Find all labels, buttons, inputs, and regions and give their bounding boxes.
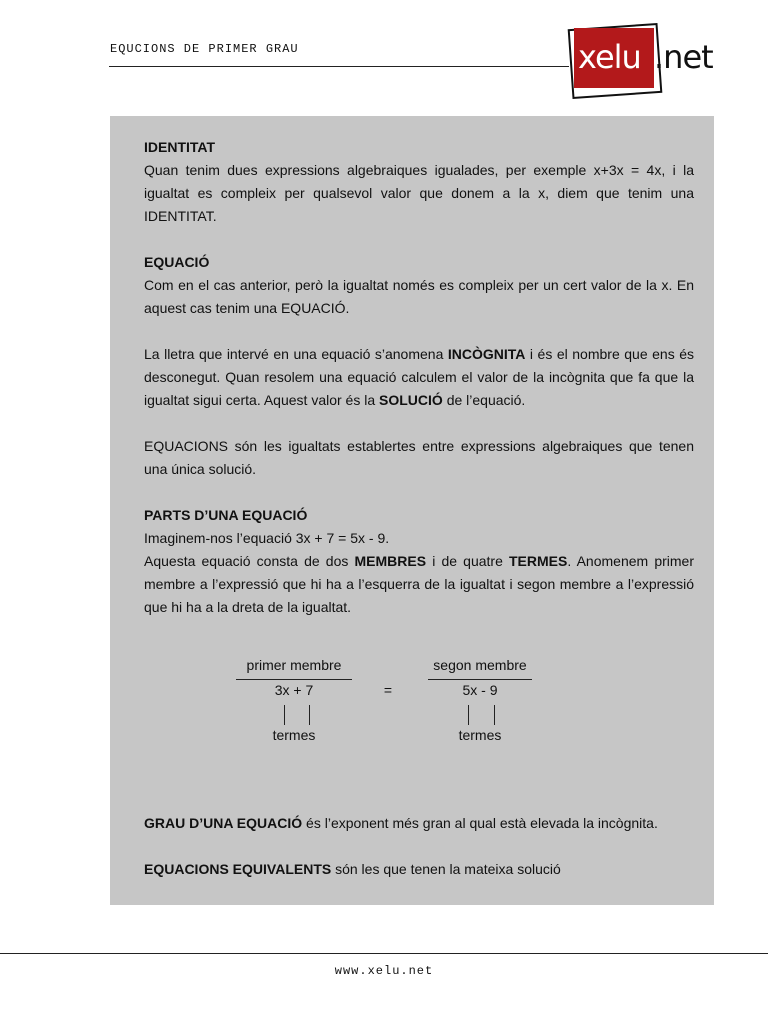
term-tick [468,705,469,725]
label-primer-membre: primer membre [246,657,342,673]
footer-url: www.xelu.net [334,964,434,978]
paragraph-equacions: EQUACIONS són les igualtats establertes entre expressions algebraiques que tenen una única solució. [144,438,694,477]
paragraph-parts-line1: Imaginem-nos l’equació 3x + 7 = 5x - 9. [144,530,390,546]
page-header-title: EQUCIONS DE PRIMER GRAU [110,42,299,56]
term-incognita: INCÒGNITA [447,346,526,362]
paragraph-grau: GRAU D’UNA EQUACIÓ és l’exponent més gran al qual està elevada la incògnita. [144,815,658,831]
term-membres: MEMBRES [354,553,427,569]
term-solucio: SOLUCIÓ [379,392,443,408]
term-tick [309,705,310,725]
content-body [144,136,694,881]
equation-parts-diagram [144,642,694,812]
label-termes-right: termes [458,727,502,743]
term-equivalents: EQUACIONS EQUIVALENTS [144,861,332,877]
term-grau: GRAU D’UNA EQUACIÓ [144,815,303,831]
header-divider [109,66,569,67]
logo-text-xelu: xelu [578,38,641,76]
paragraph-equacio: Com en el cas anterior, però la igualtat només es compleix per un cert valor de la x. En aquest cas tenim una EQUACIÓ. [144,277,694,316]
paragraph-equivalents: EQUACIONS EQUIVALENTS són les que tenen la mateixa solució [144,861,561,877]
xelu-logo [564,20,714,96]
expr-right: 5x - 9 [462,682,498,698]
footer-divider [0,953,768,954]
paragraph-parts: Aquesta equació consta de dos MEMBRES i de quatre TERMES. Anomenem primer membre a l’expressió que hi ha a l’esquerra de la igualtat i segon membre a l’expressió que hi ha a la dreta de la igualtat. [144,553,694,615]
paragraph-incognita: La lletra que intervé en una equació s’anomena INCÒGNITA i és el nombre que ens és desconegut. Quan resolem una equació calculem el valor de la incògnita que fa que la igualtat sigui certa. Aquest valor és la SOLUCIÓ de l’equació. [144,346,694,408]
paragraph-identitat: Quan tenim dues expressions algebraiques igualades, per exemple x+3x = 4x, i la igualtat es compleix per qualsevol valor que donem a la x, diem que tenim una IDENTITAT. [144,162,694,224]
term-tick [494,705,495,725]
logo-text-net: .net [654,38,713,76]
term-tick [284,705,285,725]
equals-sign: = [383,682,393,698]
expr-left: 3x + 7 [274,682,314,698]
content-panel [110,116,714,905]
heading-equacio: EQUACIÓ [144,254,210,270]
label-termes-left: termes [272,727,316,743]
label-segon-membre: segon membre [433,657,527,673]
heading-parts: PARTS D’UNA EQUACIÓ [144,507,308,523]
heading-identitat: IDENTITAT [144,139,216,155]
term-termes: TERMES [509,553,568,569]
